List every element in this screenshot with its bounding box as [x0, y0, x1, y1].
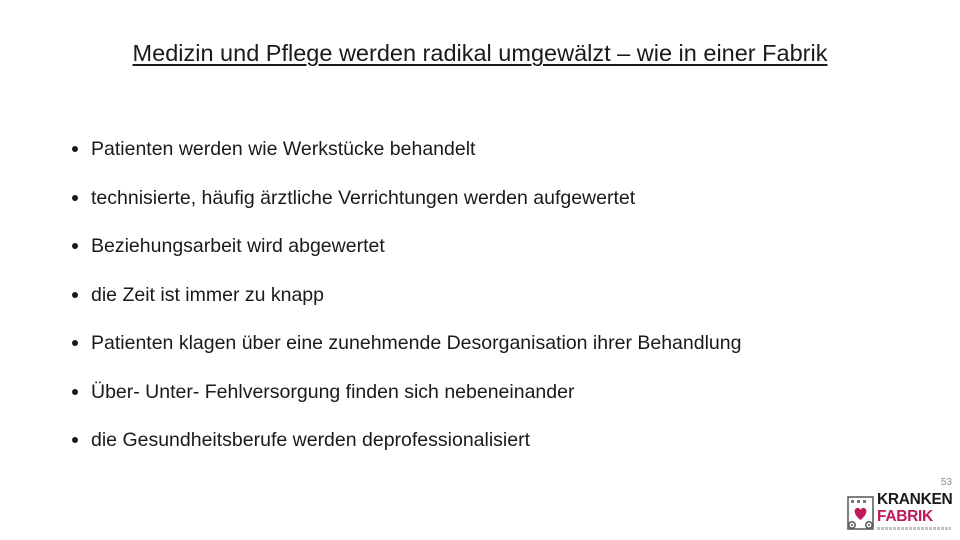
bullet-item	[72, 185, 741, 234]
bullet-text: Über- Unter- Fehlversorgung finden sich nebeneinander	[91, 380, 575, 403]
slide-title	[0, 38, 960, 68]
bullet-item	[72, 233, 741, 282]
bullet-text: Patienten werden wie Werkstücke behandelt	[91, 138, 476, 160]
bullet-dot-icon	[72, 195, 78, 201]
bullet-list	[72, 136, 741, 476]
bullet-dot-icon	[72, 243, 78, 249]
bullet-item	[72, 427, 741, 476]
bullet-dot-icon	[72, 292, 78, 298]
bullet-text: Patienten klagen über eine zunehmende Desorganisation ihrer Behandlung	[91, 332, 742, 354]
bullet-item	[72, 379, 741, 428]
hospital-heart-gear-icon	[845, 494, 876, 532]
logo-tagline-decoration	[877, 527, 951, 530]
bullet-text: technisierte, häufig ärztliche Verrichtungen werden aufgewertet	[91, 186, 636, 209]
bullet-item	[72, 282, 741, 331]
bullet-dot-icon	[72, 340, 78, 346]
slide-title-text: Medizin und Pflege werden radikal umgewälzt – wie in einer Fabrik	[132, 40, 828, 66]
bullet-text: die Zeit ist immer zu knapp	[91, 283, 325, 306]
page-number: 53	[940, 477, 952, 488]
bullet-text: die Gesundheitsberufe werden deprofessionalisiert	[91, 429, 531, 451]
bullet-item	[72, 330, 741, 379]
krankenfabrik-logo	[845, 492, 953, 534]
logo-word-top: KRANKEN	[877, 491, 953, 508]
logo-word-bottom: FABRIK	[877, 508, 933, 525]
bullet-dot-icon	[72, 146, 78, 152]
bullet-dot-icon	[72, 389, 78, 395]
bullet-text: Beziehungsarbeit wird abgewertet	[91, 235, 385, 257]
bullet-item	[72, 136, 741, 185]
bullet-dot-icon	[72, 437, 78, 443]
